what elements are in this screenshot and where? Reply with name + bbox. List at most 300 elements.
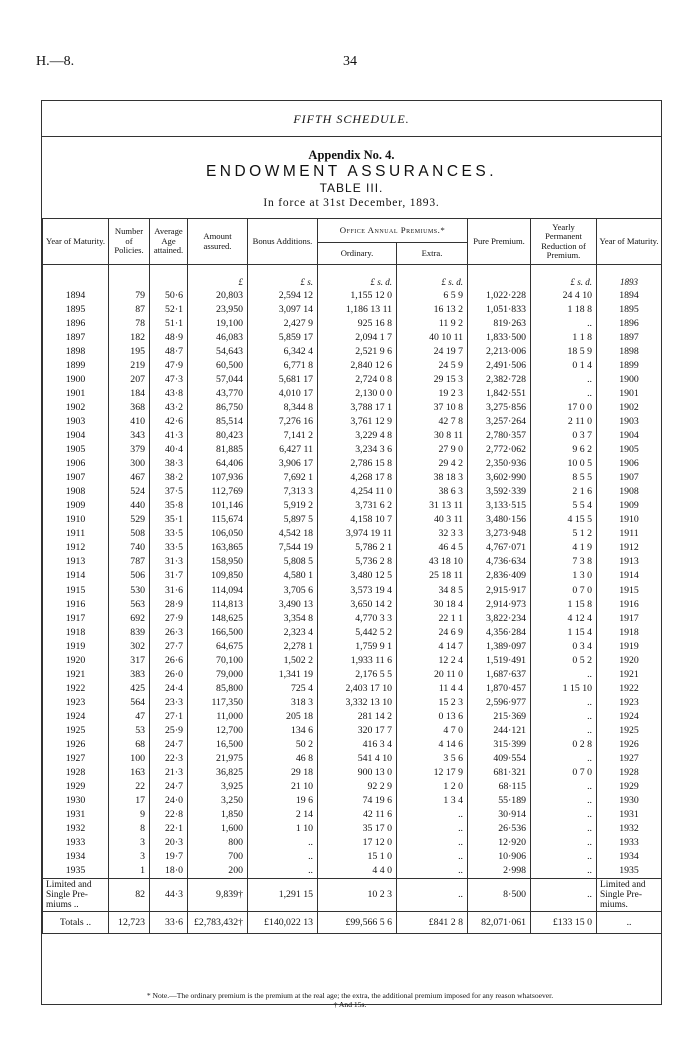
table-row <box>43 429 662 443</box>
cell-extra: 12 2 4 <box>397 654 468 668</box>
table-row <box>43 626 662 640</box>
cell-bonus: 29 18 <box>248 766 318 780</box>
cell-bonus: 46 8 <box>248 752 318 766</box>
cell-year-right: Limited and Single Pre-miums. <box>597 879 662 912</box>
cell-amount: 70,100 <box>188 654 248 668</box>
cell-pure: 82,071·061 <box>468 912 531 934</box>
table-row <box>43 513 662 527</box>
table-row <box>43 373 662 387</box>
cell-reduction: 1 3 0 <box>531 569 597 583</box>
cell-year-right: 1901 <box>597 387 662 401</box>
cell-policies: 508 <box>109 527 150 541</box>
cell-year: 1901 <box>43 387 109 401</box>
table-row <box>43 850 662 864</box>
cell-extra: .. <box>397 879 468 912</box>
cell-policies: 302 <box>109 640 150 654</box>
cell-ordinary: 541 4 10 <box>318 752 397 766</box>
cell-amount: 19,100 <box>188 317 248 331</box>
cell-policies: 563 <box>109 598 150 612</box>
cell-pure: 215·369 <box>468 710 531 724</box>
cell-policies: 524 <box>109 485 150 499</box>
cell-amount: 23,950 <box>188 303 248 317</box>
cell-year: 1906 <box>43 457 109 471</box>
cell-amount: 9,839† <box>188 879 248 912</box>
cell-reduction: 17 0 0 <box>531 401 597 415</box>
cell-bonus: 7,276 16 <box>248 415 318 429</box>
cell-ordinary: 4 4 0 <box>318 864 397 879</box>
cell-ordinary: 3,650 14 2 <box>318 598 397 612</box>
table-row <box>43 808 662 822</box>
cell-year: 1908 <box>43 485 109 499</box>
cell-year: 1910 <box>43 513 109 527</box>
table-row <box>43 331 662 345</box>
cell-extra: 37 10 8 <box>397 401 468 415</box>
cell-age: 23·3 <box>150 696 188 710</box>
cell-pure: 30·914 <box>468 808 531 822</box>
cell-reduction: 1 18 8 <box>531 303 597 317</box>
cell-bonus: 3,490 13 <box>248 598 318 612</box>
cell-year: 1921 <box>43 668 109 682</box>
cell-year: 1899 <box>43 359 109 373</box>
cell-year-right: 1907 <box>597 471 662 485</box>
cell-policies: 467 <box>109 471 150 485</box>
cell-extra: 42 7 8 <box>397 415 468 429</box>
cell-amount: 20,803 <box>188 289 248 303</box>
cell-extra: 24 5 9 <box>397 359 468 373</box>
unit-extra: £ s. d. <box>397 265 468 289</box>
cell-extra: 24 6 9 <box>397 626 468 640</box>
cell-bonus: 1 10 <box>248 822 318 836</box>
cell-amount: 79,000 <box>188 668 248 682</box>
table-row <box>43 457 662 471</box>
cell-pure: 10·906 <box>468 850 531 864</box>
cell-ordinary: 92 2 9 <box>318 780 397 794</box>
table-row <box>43 668 662 682</box>
cell-year-right: 1933 <box>597 836 662 850</box>
cell-amount: 163,865 <box>188 541 248 555</box>
header-bonus: Bonus Additions. <box>248 219 318 265</box>
cell-year: 1934 <box>43 850 109 864</box>
cell-reduction: £133 15 0 <box>531 912 597 934</box>
cell-amount: 21,975 <box>188 752 248 766</box>
cell-policies: 506 <box>109 569 150 583</box>
cell-pure: 819·263 <box>468 317 531 331</box>
cell-extra: .. <box>397 864 468 879</box>
cell-ordinary: 1,933 11 6 <box>318 654 397 668</box>
table-row <box>43 471 662 485</box>
cell-ordinary: 5,786 2 1 <box>318 541 397 555</box>
cell-bonus: 3,097 14 <box>248 303 318 317</box>
cell-ordinary: 35 17 0 <box>318 822 397 836</box>
cell-bonus: 205 18 <box>248 710 318 724</box>
footnote-dagger: † And 15s. <box>333 1000 367 1009</box>
cell-policies: 207 <box>109 373 150 387</box>
cell-policies: 564 <box>109 696 150 710</box>
cell-year-right: 1928 <box>597 766 662 780</box>
cell-amount: 115,674 <box>188 513 248 527</box>
cell-policies: 47 <box>109 710 150 724</box>
cell-age: 48·9 <box>150 331 188 345</box>
cell-bonus: 5,897 5 <box>248 513 318 527</box>
cell-policies: 368 <box>109 401 150 415</box>
cell-bonus: 6,342 4 <box>248 345 318 359</box>
cell-amount: £2,783,432† <box>188 912 248 934</box>
table-row <box>43 612 662 626</box>
cell-pure: 2,772·062 <box>468 443 531 457</box>
cell-extra: 29 4 2 <box>397 457 468 471</box>
table-row <box>43 289 662 303</box>
table-row <box>43 541 662 555</box>
cell-reduction: 0 3 4 <box>531 640 597 654</box>
cell-pure: 1,022·228 <box>468 289 531 303</box>
cell-year-right: 1914 <box>597 569 662 583</box>
cell-pure: 3,602·990 <box>468 471 531 485</box>
cell-extra: 20 11 0 <box>397 668 468 682</box>
table-row <box>43 443 662 457</box>
cell-reduction: .. <box>531 668 597 682</box>
table-row <box>43 569 662 583</box>
header-ordinary: Ordinary. <box>318 243 397 265</box>
cell-policies: 182 <box>109 331 150 345</box>
cell-ordinary: 42 11 6 <box>318 808 397 822</box>
cell-bonus: 5,919 2 <box>248 499 318 513</box>
cell-ordinary: 320 17 7 <box>318 724 397 738</box>
header-pure: Pure Premium. <box>468 219 531 265</box>
cell-age: 33·5 <box>150 527 188 541</box>
cell-year: 1916 <box>43 598 109 612</box>
cell-reduction: 0 7 0 <box>531 766 597 780</box>
cell-bonus: 2,323 4 <box>248 626 318 640</box>
cell-year: 1894 <box>43 289 109 303</box>
cell-year-right: 1934 <box>597 850 662 864</box>
cell-reduction: 9 6 2 <box>531 443 597 457</box>
cell-age: 38·3 <box>150 457 188 471</box>
cell-bonus: 8,344 8 <box>248 401 318 415</box>
cell-ordinary: 3,573 19 4 <box>318 583 397 597</box>
cell-amount: 158,950 <box>188 555 248 569</box>
cell-bonus: 725 4 <box>248 682 318 696</box>
cell-year-right: 1919 <box>597 640 662 654</box>
cell-amount: 3,925 <box>188 780 248 794</box>
cell-pure: 12·920 <box>468 836 531 850</box>
cell-pure: 681·321 <box>468 766 531 780</box>
cell-year: 1917 <box>43 612 109 626</box>
cell-year-right: .. <box>597 912 662 934</box>
cell-year-right: 1915 <box>597 583 662 597</box>
cell-age: 19·7 <box>150 850 188 864</box>
cell-ordinary: 74 19 6 <box>318 794 397 808</box>
cell-pure: 1,870·457 <box>468 682 531 696</box>
cell-ordinary: 3,480 12 5 <box>318 569 397 583</box>
cell-reduction: .. <box>531 724 597 738</box>
cell-policies: 17 <box>109 794 150 808</box>
cell-ordinary: 281 14 2 <box>318 710 397 724</box>
cell-bonus: 1,341 19 <box>248 668 318 682</box>
cell-amount: 43,770 <box>188 387 248 401</box>
header-year: Year of Maturity. <box>43 219 109 265</box>
cell-age: 24·4 <box>150 682 188 696</box>
cell-amount: 3,250 <box>188 794 248 808</box>
table-row <box>43 345 662 359</box>
cell-extra: .. <box>397 850 468 864</box>
header-reduction: Yearly Permanent Reduction of Premium. <box>531 219 597 265</box>
cell-age: 41·3 <box>150 429 188 443</box>
header-age: Average Age attained. <box>150 219 188 265</box>
cell-extra: £841 2 8 <box>397 912 468 934</box>
cell-bonus: .. <box>248 836 318 850</box>
cell-age: 27·7 <box>150 640 188 654</box>
cell-year: 1925 <box>43 724 109 738</box>
cell-bonus: 2,427 9 <box>248 317 318 331</box>
cell-pure: 2,350·936 <box>468 457 531 471</box>
cell-year: 1895 <box>43 303 109 317</box>
table-row <box>43 499 662 513</box>
cell-age: 31·7 <box>150 569 188 583</box>
cell-year-right: 1912 <box>597 541 662 555</box>
cell-extra: 30 18 4 <box>397 598 468 612</box>
cell-pure: 4,356·284 <box>468 626 531 640</box>
table-row <box>43 359 662 373</box>
cell-extra: 24 19 7 <box>397 345 468 359</box>
cell-age: 44·3 <box>150 879 188 912</box>
cell-extra: .. <box>397 808 468 822</box>
cell-reduction: 5 1 2 <box>531 527 597 541</box>
cell-ordinary: 2,724 0 8 <box>318 373 397 387</box>
cell-ordinary: 17 12 0 <box>318 836 397 850</box>
header-number: Number of Policies. <box>109 219 150 265</box>
cell-ordinary: 10 2 3 <box>318 879 397 912</box>
table-row <box>43 583 662 597</box>
cell-year: 1907 <box>43 471 109 485</box>
header-extra: Extra. <box>397 243 468 265</box>
cell-pure: 1,389·097 <box>468 640 531 654</box>
cell-reduction: .. <box>531 794 597 808</box>
cell-amount: 12,700 <box>188 724 248 738</box>
cell-ordinary: 5,442 5 2 <box>318 626 397 640</box>
unit-bonus: £ s. <box>248 265 318 289</box>
cell-pure: 4,767·071 <box>468 541 531 555</box>
cell-pure: 1,842·551 <box>468 387 531 401</box>
cell-extra: 40 3 11 <box>397 513 468 527</box>
table-row <box>43 485 662 499</box>
cell-year-right: 1935 <box>597 864 662 879</box>
header-year-right: Year of Maturity. <box>597 219 662 265</box>
cell-age: 18·0 <box>150 864 188 879</box>
unit-reduction: £ s. d. <box>531 265 597 289</box>
cell-pure: 2·998 <box>468 864 531 879</box>
cell-bonus: 5,808 5 <box>248 555 318 569</box>
cell-year-right: 1898 <box>597 345 662 359</box>
table-row <box>43 401 662 415</box>
cell-age: 28·9 <box>150 598 188 612</box>
cell-reduction: 18 5 9 <box>531 345 597 359</box>
cell-reduction: 1 1 8 <box>531 331 597 345</box>
cell-year: 1920 <box>43 654 109 668</box>
cell-reduction: .. <box>531 317 597 331</box>
cell-pure: 3,592·339 <box>468 485 531 499</box>
cell-ordinary: 2,403 17 10 <box>318 682 397 696</box>
cell-pure: 1,687·637 <box>468 668 531 682</box>
cell-age: 24·7 <box>150 780 188 794</box>
cell-bonus: 50 2 <box>248 738 318 752</box>
cell-age: 37·5 <box>150 485 188 499</box>
cell-year: 1905 <box>43 443 109 457</box>
table-row <box>43 555 662 569</box>
cell-amount: 800 <box>188 836 248 850</box>
cell-bonus: 134 6 <box>248 724 318 738</box>
cell-age: 35·8 <box>150 499 188 513</box>
cell-reduction: .. <box>531 387 597 401</box>
cell-year-right: 1903 <box>597 415 662 429</box>
cell-extra: 1 2 0 <box>397 780 468 794</box>
main-title: ENDOWMENT ASSURANCES. <box>205 163 498 180</box>
cell-year: Totals .. <box>43 912 109 934</box>
table-row <box>43 822 662 836</box>
header-amount: Amount assured. <box>188 219 248 265</box>
cell-amount: 64,406 <box>188 457 248 471</box>
cell-amount: 16,500 <box>188 738 248 752</box>
cell-year-right: 1927 <box>597 752 662 766</box>
footnote <box>0 991 700 1009</box>
cell-amount: 166,500 <box>188 626 248 640</box>
cell-extra: 6 5 9 <box>397 289 468 303</box>
cell-year: 1935 <box>43 864 109 879</box>
cell-year-right: 1917 <box>597 612 662 626</box>
cell-ordinary: 2,521 9 6 <box>318 345 397 359</box>
cell-age: 33·6 <box>150 912 188 934</box>
cell-year-right: 1904 <box>597 429 662 443</box>
cell-bonus: 2,594 12 <box>248 289 318 303</box>
cell-pure: 2,213·006 <box>468 345 531 359</box>
cell-reduction: .. <box>531 373 597 387</box>
cell-bonus: 1,502 2 <box>248 654 318 668</box>
cell-amount: 109,850 <box>188 569 248 583</box>
cell-year: 1923 <box>43 696 109 710</box>
cell-extra: 27 9 0 <box>397 443 468 457</box>
cell-amount: 700 <box>188 850 248 864</box>
cell-policies: 530 <box>109 583 150 597</box>
cell-year: 1919 <box>43 640 109 654</box>
cell-reduction: 10 0 5 <box>531 457 597 471</box>
cell-amount: 11,000 <box>188 710 248 724</box>
cell-pure: 2,382·728 <box>468 373 531 387</box>
cell-pure: 8·500 <box>468 879 531 912</box>
cell-year-right: 1926 <box>597 738 662 752</box>
cell-ordinary: 416 3 4 <box>318 738 397 752</box>
cell-extra: 4 7 0 <box>397 724 468 738</box>
cell-year: 1915 <box>43 583 109 597</box>
cell-policies: 22 <box>109 780 150 794</box>
cell-pure: 2,596·977 <box>468 696 531 710</box>
cell-age: 47·3 <box>150 373 188 387</box>
cell-amount: 85,514 <box>188 415 248 429</box>
cell-policies: 53 <box>109 724 150 738</box>
cell-policies: 79 <box>109 289 150 303</box>
cell-year: 1896 <box>43 317 109 331</box>
cell-year-right: 1931 <box>597 808 662 822</box>
cell-year-right: 1922 <box>597 682 662 696</box>
cell-extra: 34 8 5 <box>397 583 468 597</box>
cell-year: 1898 <box>43 345 109 359</box>
table-row <box>43 598 662 612</box>
cell-policies: 529 <box>109 513 150 527</box>
cell-age: 47·9 <box>150 359 188 373</box>
cell-pure: 4,736·634 <box>468 555 531 569</box>
cell-ordinary: 3,788 17 1 <box>318 401 397 415</box>
page-number: 34 <box>343 54 357 69</box>
cell-amount: 36,825 <box>188 766 248 780</box>
cell-reduction: 8 5 5 <box>531 471 597 485</box>
cell-age: 48·7 <box>150 345 188 359</box>
cell-bonus: 19 6 <box>248 794 318 808</box>
cell-bonus: 2 14 <box>248 808 318 822</box>
cell-pure: 3,133·515 <box>468 499 531 513</box>
cell-reduction: 4 1 9 <box>531 541 597 555</box>
cell-bonus: 7,313 3 <box>248 485 318 499</box>
cell-reduction: .. <box>531 836 597 850</box>
schedule-title: FIFTH SCHEDULE. <box>42 101 661 137</box>
schedule-frame <box>41 100 662 1005</box>
cell-bonus: 3,906 17 <box>248 457 318 471</box>
cell-pure: 1,519·491 <box>468 654 531 668</box>
cell-reduction: .. <box>531 850 597 864</box>
cell-pure: 2,780·357 <box>468 429 531 443</box>
cell-age: 33·5 <box>150 541 188 555</box>
cell-reduction: .. <box>531 710 597 724</box>
cell-ordinary: 2,130 0 0 <box>318 387 397 401</box>
cell-year: 1911 <box>43 527 109 541</box>
cell-age: 21·3 <box>150 766 188 780</box>
cell-age: 40·4 <box>150 443 188 457</box>
cell-ordinary: 925 16 8 <box>318 317 397 331</box>
cell-policies: 317 <box>109 654 150 668</box>
cell-policies: 3 <box>109 836 150 850</box>
cell-policies: 100 <box>109 752 150 766</box>
cell-bonus: 4,580 1 <box>248 569 318 583</box>
table-row <box>43 864 662 879</box>
cell-year-right: 1929 <box>597 780 662 794</box>
cell-ordinary: 4,158 10 7 <box>318 513 397 527</box>
cell-extra: .. <box>397 822 468 836</box>
cell-policies: 87 <box>109 303 150 317</box>
cell-policies: 440 <box>109 499 150 513</box>
cell-extra: 3 5 6 <box>397 752 468 766</box>
cell-amount: 64,675 <box>188 640 248 654</box>
cell-reduction: .. <box>531 808 597 822</box>
cell-extra: 31 13 11 <box>397 499 468 513</box>
cell-age: 35·1 <box>150 513 188 527</box>
cell-bonus: 2,278 1 <box>248 640 318 654</box>
cell-age: 26·3 <box>150 626 188 640</box>
cell-year-right: 1896 <box>597 317 662 331</box>
cell-bonus: .. <box>248 850 318 864</box>
cell-age: 31·6 <box>150 583 188 597</box>
cell-reduction: 4 12 4 <box>531 612 597 626</box>
cell-reduction: .. <box>531 879 597 912</box>
cell-bonus: £140,022 13 <box>248 912 318 934</box>
cell-ordinary: 1,155 12 0 <box>318 289 397 303</box>
cell-year: 1931 <box>43 808 109 822</box>
cell-extra: 11 4 4 <box>397 682 468 696</box>
cell-extra: 32 3 3 <box>397 527 468 541</box>
cell-year-right: 1894 <box>597 289 662 303</box>
cell-amount: 81,885 <box>188 443 248 457</box>
cell-year: 1902 <box>43 401 109 415</box>
cell-reduction: 2 1 6 <box>531 485 597 499</box>
cell-age: 26·6 <box>150 654 188 668</box>
cell-age: 43·2 <box>150 401 188 415</box>
cell-extra: 0 13 6 <box>397 710 468 724</box>
